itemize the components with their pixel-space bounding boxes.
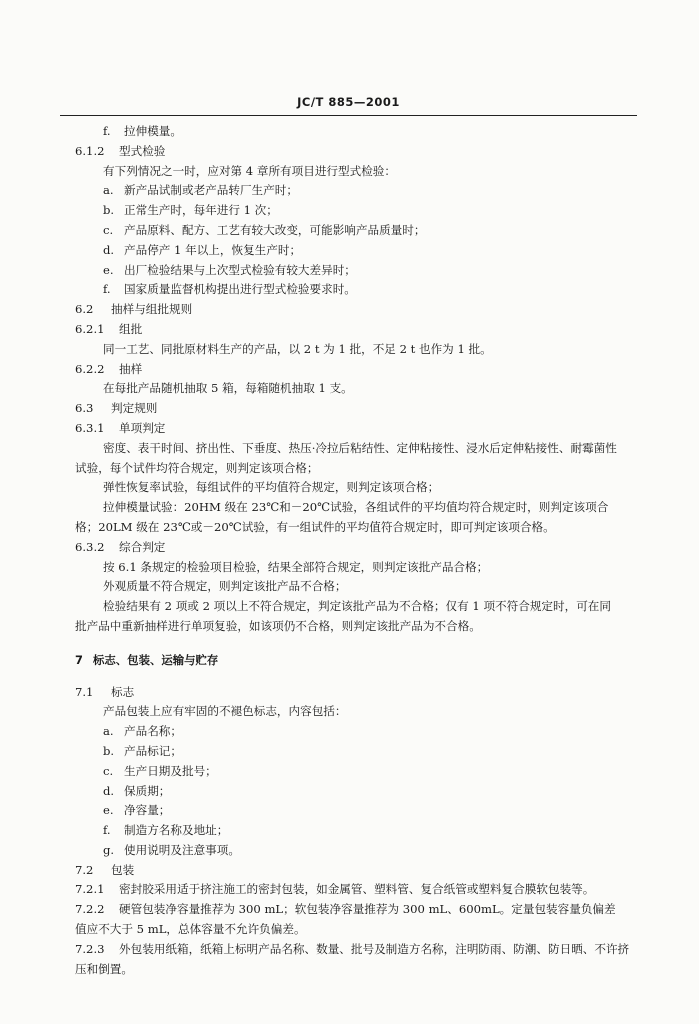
section-heading-6-2-2 xyxy=(75,360,635,380)
section-number: 7.2.3 xyxy=(75,941,105,956)
section-title: 组批 xyxy=(119,321,143,336)
section-number: 7.2.2 xyxy=(75,902,105,917)
paragraph-line: 值应不大于 5 mL，总体容量不允许负偏差。 xyxy=(75,922,306,937)
section-number: 7.2.1 xyxy=(75,882,105,897)
paragraph: 弹性恢复率试验，每组试件的平均值符合规定，则判定该项合格； xyxy=(103,480,440,495)
section-heading-6-1-2 xyxy=(75,142,635,162)
item-label: e. xyxy=(103,262,114,277)
paragraph-line: 批产品中重新抽样进行单项复验，如该项仍不合格，则判定该批产品为不合格。 xyxy=(75,618,481,633)
section-heading-6-3 xyxy=(75,399,635,419)
item-text: 产品名称； xyxy=(124,724,182,739)
item-text: 制造方名称及地址； xyxy=(124,823,229,838)
item-text: 产品停产 1 年以上，恢复生产时； xyxy=(124,242,302,257)
section-heading-6-3-2 xyxy=(75,538,635,558)
paragraph-line: 密度、表干时间、挤出性、下垂度、热压·冷拉后粘结性、定伸粘接性、浸水后定伸粘接性、耐霉菌性 xyxy=(103,440,617,455)
list-item xyxy=(75,122,635,142)
clause-text: 密封胶采用适于挤注施工的密封包装，如金属管、塑料管、复合纸管或塑料复合膜软包装等。 xyxy=(119,882,595,897)
item-text: 产品原料、配方、工艺有较大改变，可能影响产品质量时； xyxy=(124,222,426,237)
paragraph-line: 压和倒置。 xyxy=(75,961,133,976)
item-text: 正常生产时，每年进行 1 次； xyxy=(124,203,278,218)
item-text: 使用说明及注意事项。 xyxy=(124,842,240,857)
item-label: c. xyxy=(103,222,114,237)
section-heading-7-1 xyxy=(75,683,635,703)
item-label: f. xyxy=(103,124,111,138)
chapter-title: 标志、包装、运输与贮存 xyxy=(93,652,219,667)
clause-text: 外包装用纸箱，纸箱上标明产品名称、数量、批号及制造方名称，注明防雨、防潮、防日晒、不许挤 xyxy=(119,941,630,956)
section-title: 抽样与组批规则 xyxy=(111,302,193,317)
item-text: 保质期； xyxy=(124,783,171,798)
section-heading-6-3-1 xyxy=(75,419,635,439)
item-text: 净容量； xyxy=(124,803,171,818)
paragraph-line: 格；20LM 级在 23℃或－20℃试验，有一组试件的平均值符合规定时，即可判定该项合格。 xyxy=(75,519,555,534)
section-title: 包装 xyxy=(111,862,135,877)
paragraph: 有下列情况之一时，应对第 4 章所有项目进行型式检验： xyxy=(103,163,396,178)
list-item xyxy=(75,742,635,762)
item-text: 产品标记； xyxy=(124,743,182,758)
paragraph: 外观质量不符合规定，则判定该批产品不合格； xyxy=(103,579,347,594)
list-item xyxy=(75,801,635,821)
list-item xyxy=(75,181,635,201)
item-label: b. xyxy=(103,203,115,218)
document-body xyxy=(75,122,635,979)
section-number: 6.2.2 xyxy=(75,361,105,376)
list-item xyxy=(75,821,635,841)
chapter-number: 7 xyxy=(75,652,83,667)
item-label: e. xyxy=(103,803,114,818)
section-title: 标志 xyxy=(111,684,135,699)
paragraph-line: 检验结果有 2 项或 2 项以上不符合规定，判定该批产品为不合格；仅有 1 项不符合规定时，可在同 xyxy=(103,599,611,614)
section-title: 综合判定 xyxy=(119,539,166,554)
header-rule xyxy=(60,115,637,116)
section-number: 6.1.2 xyxy=(75,143,105,158)
section-title: 抽样 xyxy=(119,361,143,376)
section-heading-6-2-1 xyxy=(75,320,635,340)
section-number: 6.3 xyxy=(75,401,94,416)
section-heading-6-2 xyxy=(75,300,635,320)
page-header: JC/T 885—2001 xyxy=(297,95,400,109)
section-title: 型式检验 xyxy=(119,143,166,158)
item-label: f. xyxy=(103,823,111,838)
clause-7-2-1 xyxy=(75,880,635,900)
item-text: 拉伸模量。 xyxy=(124,124,182,138)
paragraph: 同一工艺、同批原材料生产的产品，以 2 t 为 1 批，不足 2 t 也作为 1 批。 xyxy=(103,341,492,356)
list-item xyxy=(75,722,635,742)
list-item xyxy=(75,221,635,241)
list-item xyxy=(75,201,635,221)
list-item xyxy=(75,261,635,281)
section-number: 7.2 xyxy=(75,862,94,877)
paragraph-line: 拉伸模量试验：20HM 级在 23℃和－20℃试验，各组试件的平均值均符合规定时，则判定该项合 xyxy=(103,500,609,515)
item-text: 新产品试制或老产品转厂生产时； xyxy=(124,183,298,198)
clause-7-2-3 xyxy=(75,940,635,960)
list-item xyxy=(75,280,635,300)
section-title: 单项判定 xyxy=(119,420,166,435)
clause-7-2-2 xyxy=(75,900,635,920)
item-label: a. xyxy=(103,183,114,198)
list-item xyxy=(75,841,635,861)
section-number: 6.2.1 xyxy=(75,321,105,336)
chapter-heading-7 xyxy=(75,651,635,671)
item-label: f. xyxy=(103,282,111,297)
section-number: 6.3.1 xyxy=(75,420,105,435)
paragraph: 在每批产品随机抽取 5 箱，每箱随机抽取 1 支。 xyxy=(103,381,353,396)
item-text: 生产日期及批号； xyxy=(124,763,217,778)
section-heading-7-2 xyxy=(75,861,635,881)
section-title: 判定规则 xyxy=(111,401,158,416)
section-number: 6.3.2 xyxy=(75,539,105,554)
section-number: 6.2 xyxy=(75,302,94,317)
list-item xyxy=(75,241,635,261)
paragraph: 按 6.1 条规定的检验项目检验，结果全部符合规定，则判定该批产品合格； xyxy=(103,559,489,574)
section-number: 7.1 xyxy=(75,684,94,699)
list-item xyxy=(75,782,635,802)
item-label: d. xyxy=(103,242,115,257)
list-item xyxy=(75,762,635,782)
item-label: d. xyxy=(103,783,115,798)
paragraph: 产品包装上应有牢固的不褪色标志，内容包括： xyxy=(103,704,347,719)
item-label: g. xyxy=(103,842,115,857)
paragraph-line: 试验，每个试件均符合规定，则判定该项合格； xyxy=(75,460,319,475)
item-label: c. xyxy=(103,763,114,778)
item-label: b. xyxy=(103,743,115,758)
item-text: 国家质量监督机构提出进行型式检验要求时。 xyxy=(124,282,356,297)
item-text: 出厂检验结果与上次型式检验有较大差异时； xyxy=(124,262,356,277)
clause-text: 硬管包装净容量推荐为 300 mL；软包装净容量推荐为 300 mL、600mL。定量包装容量负偏差 xyxy=(119,902,616,917)
item-label: a. xyxy=(103,724,114,739)
